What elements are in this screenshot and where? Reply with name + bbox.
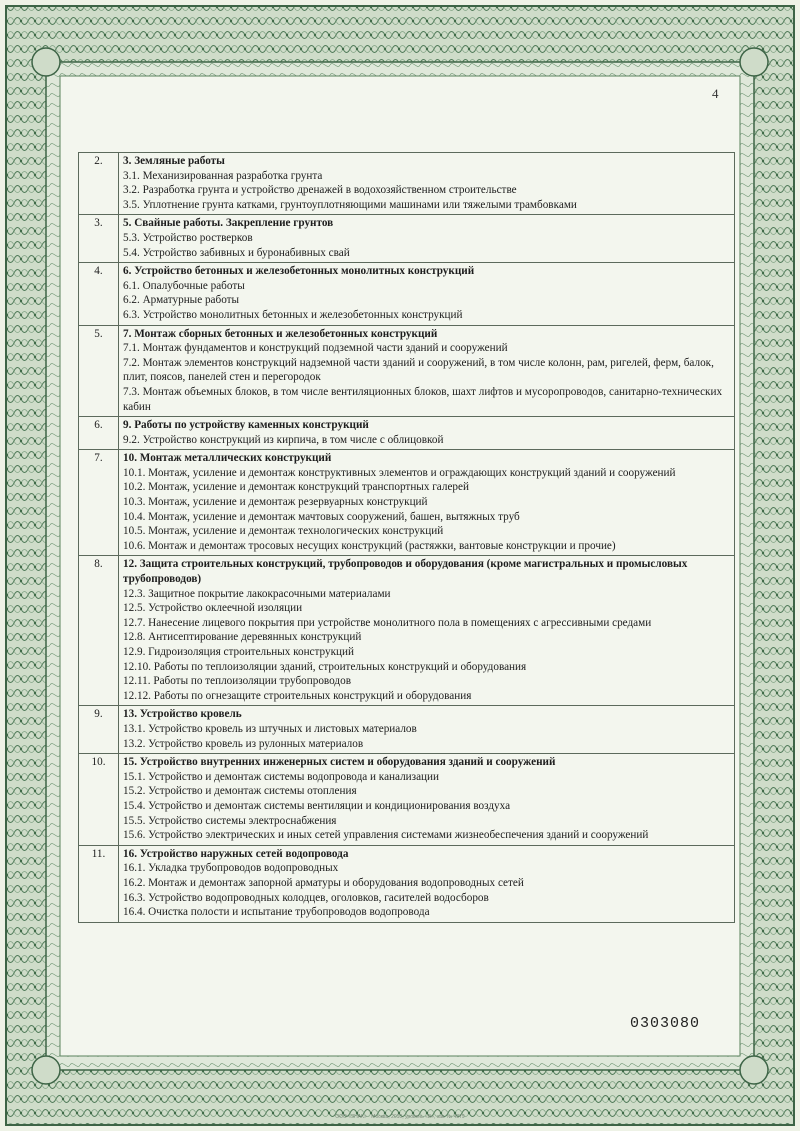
row-content (119, 153, 735, 215)
row-number: 4. (79, 263, 119, 325)
work-item: 3.5. Уплотнение грунта катками, грунтоуплотняющими машинами или тяжелыми трамбовками (123, 198, 577, 211)
table-row (79, 706, 735, 754)
row-number: 5. (79, 325, 119, 417)
work-item: 6.1. Опалубочные работы (123, 279, 245, 292)
table-row (79, 417, 735, 450)
work-item: 3.2. Разработка грунта и устройство дренажей в водохозяйственном строительстве (123, 184, 517, 197)
row-number: 10. (79, 754, 119, 846)
work-item: 12.11. Работы по теплоизоляции трубопроводов (123, 675, 351, 688)
work-item: 10.2. Монтаж, усиление и демонтаж конструкций транспортных галерей (123, 481, 469, 494)
section-title: 5. Свайные работы. Закрепление грунтов (123, 217, 334, 230)
row-number: 11. (79, 845, 119, 922)
row-number: 6. (79, 417, 119, 450)
work-item: 16.1. Укладка трубопроводов водопроводных (123, 862, 339, 875)
work-item: 9.2. Устройство конструкций из кирпича, в том числе с облицовкой (123, 433, 444, 446)
work-item: 15.6. Устройство электрических и иных сетей управления системами жизнеобеспечения зданий и сооружений (123, 829, 649, 842)
row-content (119, 556, 735, 706)
table-row (79, 845, 735, 922)
work-item: 15.4. Устройство и демонтаж системы вентиляции и кондиционирования воздуха (123, 799, 511, 812)
work-item: 5.3. Устройство ростверков (123, 231, 253, 244)
row-content (119, 215, 735, 263)
work-item: 10.6. Монтаж и демонтаж тросовых несущих конструкций (растяжки, вантовые конструкции и прочие) (123, 539, 616, 552)
work-item: 12.5. Устройство оклеечной изоляции (123, 602, 303, 615)
work-item: 15.5. Устройство системы электроснабжения (123, 814, 337, 827)
table-row (79, 153, 735, 215)
row-content (119, 263, 735, 325)
section-title: 6. Устройство бетонных и железобетонных монолитных конструкций (123, 265, 475, 278)
work-item: 3.1. Механизированная разработка грунта (123, 169, 323, 182)
works-table-body (79, 153, 735, 923)
section-title: 3. Земляные работы (123, 155, 225, 167)
section-title: 15. Устройство внутренних инженерных систем и оборудования зданий и сооружений (123, 756, 556, 769)
corner-ornament (32, 1056, 60, 1084)
row-content (119, 706, 735, 754)
work-item: 12.3. Защитное покрытие лакокрасочными материалами (123, 587, 391, 600)
page-number: 4 (712, 86, 719, 101)
works-table (78, 152, 735, 923)
work-item: 10.3. Монтаж, усиление и демонтаж резервуарных конструкций (123, 496, 428, 509)
work-item: 5.4. Устройство забивных и буронабивных свай (123, 246, 350, 259)
work-item: 6.3. Устройство монолитных бетонных и железобетонных конструкций (123, 308, 463, 321)
row-number: 2. (79, 153, 119, 215)
row-content (119, 845, 735, 922)
section-title: 10. Монтаж металлических конструкций (123, 452, 332, 465)
serial-number: 0303080 (630, 1015, 701, 1032)
section-title: 9. Работы по устройству каменных конструкций (123, 419, 369, 432)
row-number: 8. (79, 556, 119, 706)
corner-ornament (32, 48, 60, 76)
table-row (79, 450, 735, 556)
work-item: 13.1. Устройство кровель из штучных и листовых материалов (123, 722, 417, 735)
row-content (119, 754, 735, 846)
section-title: 12. Защита строительных конструкций, трубопроводов и оборудования (кроме магистральных и промысловых трубопроводов) (123, 558, 688, 586)
works-table-container (78, 152, 735, 923)
work-item: 16.3. Устройство водопроводных колодцев, оголовков, гасителей водосборов (123, 891, 489, 904)
row-content (119, 450, 735, 556)
work-item: 13.2. Устройство кровель из рулонных материалов (123, 737, 364, 750)
section-title: 16. Устройство наружных сетей водопровода (123, 847, 349, 860)
work-item: 10.4. Монтаж, усиление и демонтаж мачтовых сооружений, башен, вытяжных труб (123, 510, 520, 523)
work-item: 7.1. Монтаж фундаментов и конструкций подземной части зданий и сооружений (123, 342, 508, 355)
row-number: 7. (79, 450, 119, 556)
work-item: 6.2. Арматурные работы (123, 294, 240, 307)
row-number: 3. (79, 215, 119, 263)
work-item: 12.9. Гидроизоляция строительных конструкций (123, 646, 354, 658)
row-number: 9. (79, 706, 119, 754)
work-item: 16.4. Очистка полости и испытание трубопроводов водопровода (123, 906, 430, 919)
work-item: 15.1. Устройство и демонтаж системы водопровода и канализации (123, 770, 440, 783)
section-title: 7. Монтаж сборных бетонных и железобетонных конструкций (123, 327, 438, 340)
row-content (119, 325, 735, 417)
section-title: 13. Устройство кровель (123, 708, 242, 721)
work-item: 12.12. Работы по огнезащите строительных конструкций и оборудования (123, 689, 472, 702)
work-item: 7.3. Монтаж объемных блоков, в том числе вентиляционных блоков, шахт лифтов и мусоропроводов, санитарно-технических кабин (123, 385, 723, 413)
work-item: 12.8. Антисептирование деревянных конструкций (123, 631, 362, 644)
work-item: 12.7. Нанесение лицевого покрытия при устройстве монолитного пола в помещениях с агрессивными средами (123, 616, 652, 629)
table-row (79, 263, 735, 325)
work-item: 7.2. Монтаж элементов конструкций надземной части зданий и сооружений, в том числе колонн, рам, ригелей, ферм, балок, плит, поясов, панелей стен и перегородок (123, 356, 714, 384)
corner-ornament (740, 48, 768, 76)
work-item: 10.5. Монтаж, усиление и демонтаж технологических конструкций (123, 525, 444, 538)
printer-imprint: ООО «ЗНАК» · Москва, 2010, уровень «В», зак. № 4379 (335, 1114, 465, 1120)
table-row (79, 556, 735, 706)
work-item: 12.10. Работы по теплоизоляции зданий, строительных конструкций и оборудования (123, 660, 527, 673)
corner-ornament (740, 1056, 768, 1084)
work-item: 15.2. Устройство и демонтаж системы отопления (123, 785, 357, 798)
row-content (119, 417, 735, 450)
work-item: 10.1. Монтаж, усиление и демонтаж конструктивных элементов и ограждающих конструкций зданий и сооружений (123, 466, 676, 479)
table-row (79, 325, 735, 417)
work-item: 16.2. Монтаж и демонтаж запорной арматуры и оборудования водопроводных сетей (123, 876, 524, 889)
table-row (79, 754, 735, 846)
table-row (79, 215, 735, 263)
